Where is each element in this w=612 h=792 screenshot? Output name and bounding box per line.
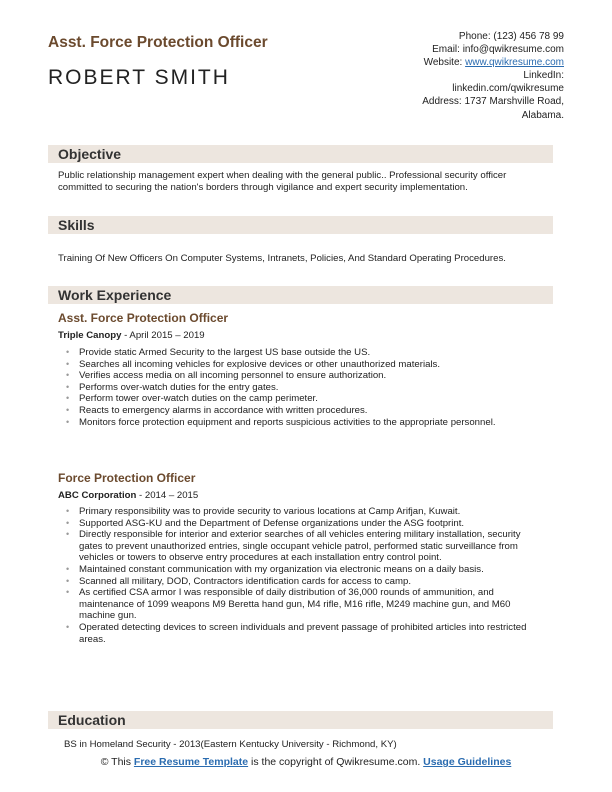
contact-linkedin-value: linkedin.com/qwikresume [452, 83, 564, 95]
list-item: • Reacts to emergency alarms in accordance with written procedures. [64, 405, 544, 417]
education-text: BS in Homeland Security - 2013(Eastern Kentucky University - Richmond, KY) [64, 739, 397, 750]
contact-email: Email: info@qwikresume.com [432, 44, 564, 56]
usage-guidelines-link[interactable]: Usage Guidelines [423, 756, 512, 768]
job-dates-1: - April 2015 – 2019 [121, 330, 205, 341]
contact-address-line2: Alabama. [521, 109, 564, 121]
list-item: • Searches all incoming vehicles for explosive devices or other unauthorized materials. [64, 359, 544, 371]
header-job-title: Asst. Force Protection Officer [48, 34, 268, 51]
contact-website [364, 56, 564, 69]
contact-linkedin-label: LinkedIn: [523, 70, 564, 82]
list-item: • Supported ASG-KU and the Department of Defense organizations under the ASG footprint. [64, 518, 544, 530]
list-item: • Operated detecting devices to screen individuals and prevent passage of prohibited articles into restricted areas. [64, 622, 544, 645]
skills-heading-bar [48, 216, 553, 234]
contact-phone: Phone: (123) 456 78 99 [458, 31, 564, 42]
skills-heading: Skills [58, 217, 95, 233]
footer-prefix: © This [100, 756, 134, 768]
footer-middle: is the copyright of Qwikresume.com. [248, 756, 424, 768]
contact-block [364, 30, 564, 122]
job-company-line-1 [58, 330, 205, 341]
contact-address-line1: Address: 1737 Marshville Road, [422, 96, 564, 108]
list-item: • Performs over-watch duties for the entry gates. [64, 382, 544, 394]
list-item: • Provide static Armed Security to the largest US base outside the US. [64, 347, 544, 359]
list-item: • Scanned all military, DOD, Contractors identification cards for access to camp. [64, 576, 544, 588]
objective-heading-bar [48, 145, 553, 163]
job-bullets-1 [64, 347, 544, 428]
objective-heading: Objective [58, 146, 122, 162]
copyright-footer [48, 756, 564, 769]
job-company-line-2 [58, 490, 198, 501]
free-resume-template-link[interactable]: Free Resume Template [133, 756, 249, 768]
job-bullets-2 [64, 506, 544, 645]
objective-text: Public relationship management expert when dealing with the general public.. Professional security officer committed to securing the nation's borders through vigilance and expert security implementation. [58, 170, 507, 193]
skills-text: Training Of New Officers On Computer Systems, Intranets, Policies, And Standard Operating Procedures. [58, 253, 506, 264]
list-item: • Monitors force protection equipment and reports suspicious activities to the appropriate personnel. [64, 417, 544, 429]
list-item: • Primary responsibility was to provide security to various locations at Camp Arifjan, Kuwait. [64, 506, 544, 518]
list-item: • Verifies access media on all incoming personnel to ensure authorization. [64, 370, 544, 382]
candidate-name: ROBERT SMITH [48, 66, 230, 89]
job-dates-2: - 2014 – 2015 [136, 490, 199, 501]
work-heading: Work Experience [58, 287, 172, 303]
job-company-2: ABC Corporation [58, 490, 137, 501]
website-label: Website: [423, 57, 463, 69]
website-link[interactable]: www.qwikresume.com [465, 57, 564, 69]
job-title-2: Force Protection Officer [58, 471, 196, 485]
list-item: • As certified CSA armor I was responsible of daily distribution of 36,000 rounds of ammunition, and maintenance of 1099 weapons M9 Beretta hand gun, M4 rifle, M16 rifle, M249 machine gun, and M60 machine gun. [64, 587, 544, 622]
education-heading-bar [48, 711, 553, 729]
list-item: • Perform tower over-watch duties on the camp perimeter. [64, 393, 544, 405]
job-company-1: Triple Canopy [58, 330, 122, 341]
list-item: • Maintained constant communication with my organization via electronic means on a daily basis. [64, 564, 544, 576]
education-heading: Education [58, 712, 126, 728]
list-item: • Directly responsible for interior and exterior searches of all vehicles entering military installation, security gates to prevent unauthorized entries, single occupant vehicle patrol, performed static surveillance from vehicles or towers to observe entry procedures at each installation entry control point. [64, 529, 544, 564]
work-heading-bar [48, 286, 553, 304]
job-title-1: Asst. Force Protection Officer [58, 311, 229, 325]
resume-header [48, 30, 564, 130]
